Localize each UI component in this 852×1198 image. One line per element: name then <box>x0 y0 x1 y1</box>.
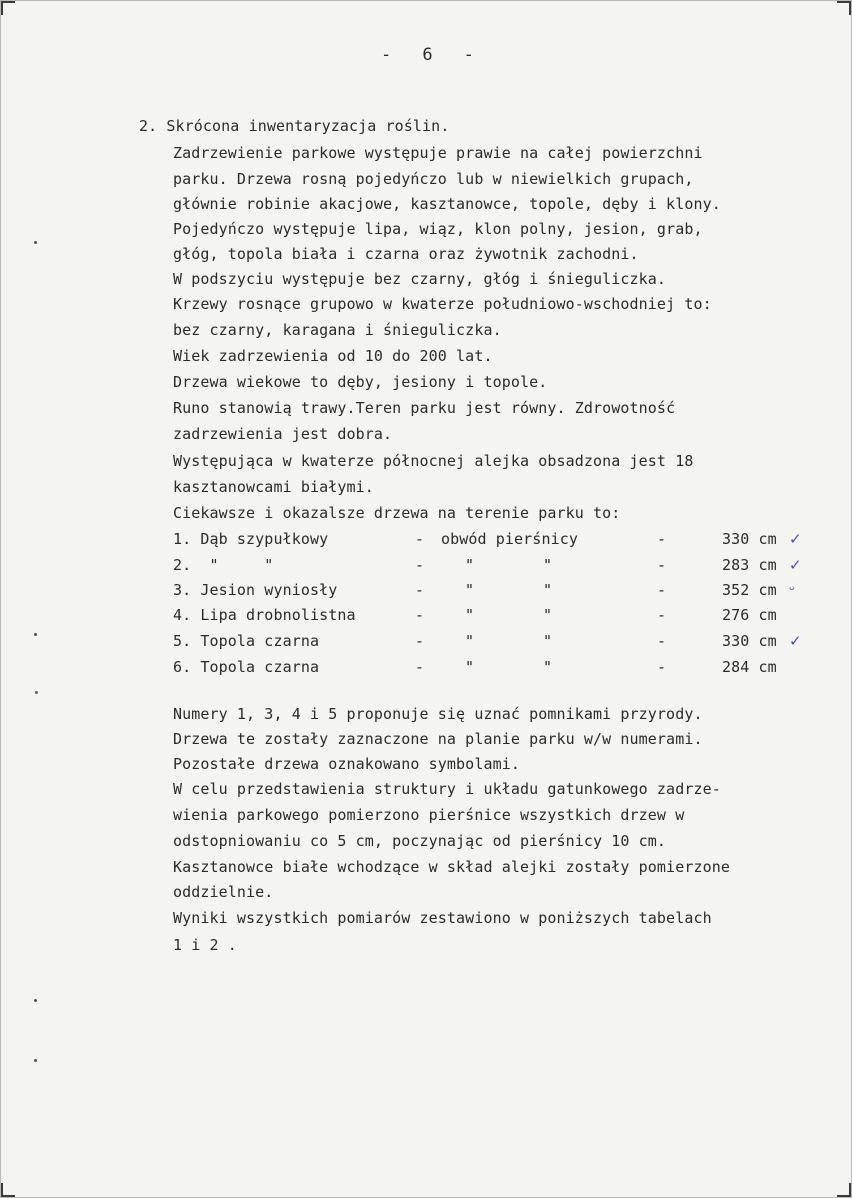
tree-separator: - <box>657 556 667 574</box>
tree-dash: - <box>415 581 425 599</box>
ditto-mark: " <box>465 632 475 650</box>
text-line: bez czarny, karagana i śnieguliczka. <box>173 321 502 339</box>
margin-dot <box>34 999 37 1002</box>
text-line: Pozostałe drzewa oznakowano symbolami. <box>173 755 520 773</box>
tree-separator: - <box>657 581 667 599</box>
ditto-mark: " <box>543 658 553 676</box>
text-line: 1 i 2 . <box>173 936 237 954</box>
tree-separator: - <box>657 632 667 650</box>
ditto-mark: " <box>543 632 553 650</box>
checkmark-icon: ✓ <box>789 632 802 650</box>
tree-row <box>173 530 813 552</box>
text-line: Kasztanowce białe wchodzące w skład alejki zostały pomierzone <box>173 858 730 876</box>
tree-separator: - <box>657 658 667 676</box>
ditto-mark: " <box>543 581 553 599</box>
text-line: głóg, topola biała i czarna oraz żywotnik zachodni. <box>173 245 639 263</box>
tree-dash: - <box>415 658 425 676</box>
text-line: Drzewa wiekowe to dęby, jesiony i topole. <box>173 373 548 391</box>
corner-mark <box>837 1183 851 1197</box>
text-line: kasztanowcami białymi. <box>173 478 374 496</box>
tree-row <box>173 658 813 680</box>
checkmark-icon: ✓ <box>789 556 802 574</box>
ditto-mark: " <box>465 606 475 624</box>
ditto-mark: " <box>465 556 475 574</box>
text-line: Runo stanowią trawy.Teren parku jest równy. Zdrowotność <box>173 399 676 417</box>
tree-girth: 330 cm <box>722 530 777 548</box>
text-line: Występująca w kwaterze północnej alejka obsadzona jest 18 <box>173 452 694 470</box>
text-line: Numery 1, 3, 4 i 5 proponuje się uznać pomnikami przyrody. <box>173 705 703 723</box>
text-line: W podszyciu występuje bez czarny, głóg i śnieguliczka. <box>173 270 667 288</box>
tree-girth: 330 cm <box>722 632 777 650</box>
text-line: Pojedyńczo występuje lipa, wiąz, klon polny, jesion, grab, <box>173 220 703 238</box>
text-line: Drzewa te zostały zaznaczone na planie parku w/w numerami. <box>173 730 703 748</box>
tree-name: 2. " " <box>173 556 274 574</box>
ditto-mark: " <box>465 581 475 599</box>
tree-row <box>173 632 813 654</box>
text-line: oddzielnie. <box>173 883 274 901</box>
tree-girth: 276 cm <box>722 606 777 624</box>
tree-separator: - <box>657 530 667 548</box>
tree-girth: 283 cm <box>722 556 777 574</box>
text-line: Ciekawsze i okazalsze drzewa na terenie parku to: <box>173 504 621 522</box>
text-line: odstopniowaniu co 5 cm, poczynając od pierśnicy 10 cm. <box>173 832 667 850</box>
tree-row <box>173 581 813 603</box>
tree-measure: obwód pierśnicy <box>441 530 578 548</box>
ditto-mark: " <box>465 658 475 676</box>
tree-name: 1. Dąb szypułkowy <box>173 530 329 548</box>
corner-mark <box>837 1 851 15</box>
tree-name: 4. Lipa drobnolistna <box>173 606 356 624</box>
text-line: Zadrzewienie parkowe występuje prawie na całej powierzchni <box>173 144 703 162</box>
tree-name: 5. Topola czarna <box>173 632 320 650</box>
tree-dash: - <box>415 632 425 650</box>
tree-girth: 284 cm <box>722 658 777 676</box>
tree-name: 3. Jesion wyniosły <box>173 581 338 599</box>
tree-dash: - <box>415 606 425 624</box>
text-line: Wiek zadrzewienia od 10 do 200 lat. <box>173 347 493 365</box>
tree-girth: 352 cm <box>722 581 777 599</box>
ditto-mark: " <box>543 606 553 624</box>
page-number: - 6 - <box>381 45 475 65</box>
text-line: wienia parkowego pomierzono pierśnice wszystkich drzew w <box>173 806 685 824</box>
checkmark-icon: ᵕ <box>789 581 796 599</box>
text-line: W celu przedstawienia struktury i układu gatunkowego zadrze- <box>173 780 721 798</box>
margin-dot <box>34 241 37 244</box>
checkmark-icon: ✓ <box>789 530 802 548</box>
tree-separator: - <box>657 606 667 624</box>
text-line: parku. Drzewa rosną pojedyńczo lub w niewielkich grupach, <box>173 170 694 188</box>
text-line: głównie robinie akacjowe, kasztanowce, topole, dęby i klony. <box>173 195 721 213</box>
tree-dash: - <box>415 556 425 574</box>
ditto-mark: " <box>543 556 553 574</box>
corner-mark <box>1 1 15 15</box>
margin-dot <box>34 1059 37 1062</box>
section-heading: 2. Skrócona inwentaryzacja roślin. <box>139 117 450 135</box>
text-line: Wyniki wszystkich pomiarów zestawiono w poniższych tabelach <box>173 909 712 927</box>
corner-mark <box>1 1183 15 1197</box>
tree-dash: - <box>415 530 425 548</box>
margin-dot <box>35 691 38 694</box>
tree-row <box>173 556 813 578</box>
text-line: Krzewy rosnące grupowo w kwaterze południowo-wschodniej to: <box>173 295 712 313</box>
margin-dot <box>34 633 37 636</box>
text-line: zadrzewienia jest dobra. <box>173 425 393 443</box>
tree-row <box>173 606 813 628</box>
tree-name: 6. Topola czarna <box>173 658 320 676</box>
